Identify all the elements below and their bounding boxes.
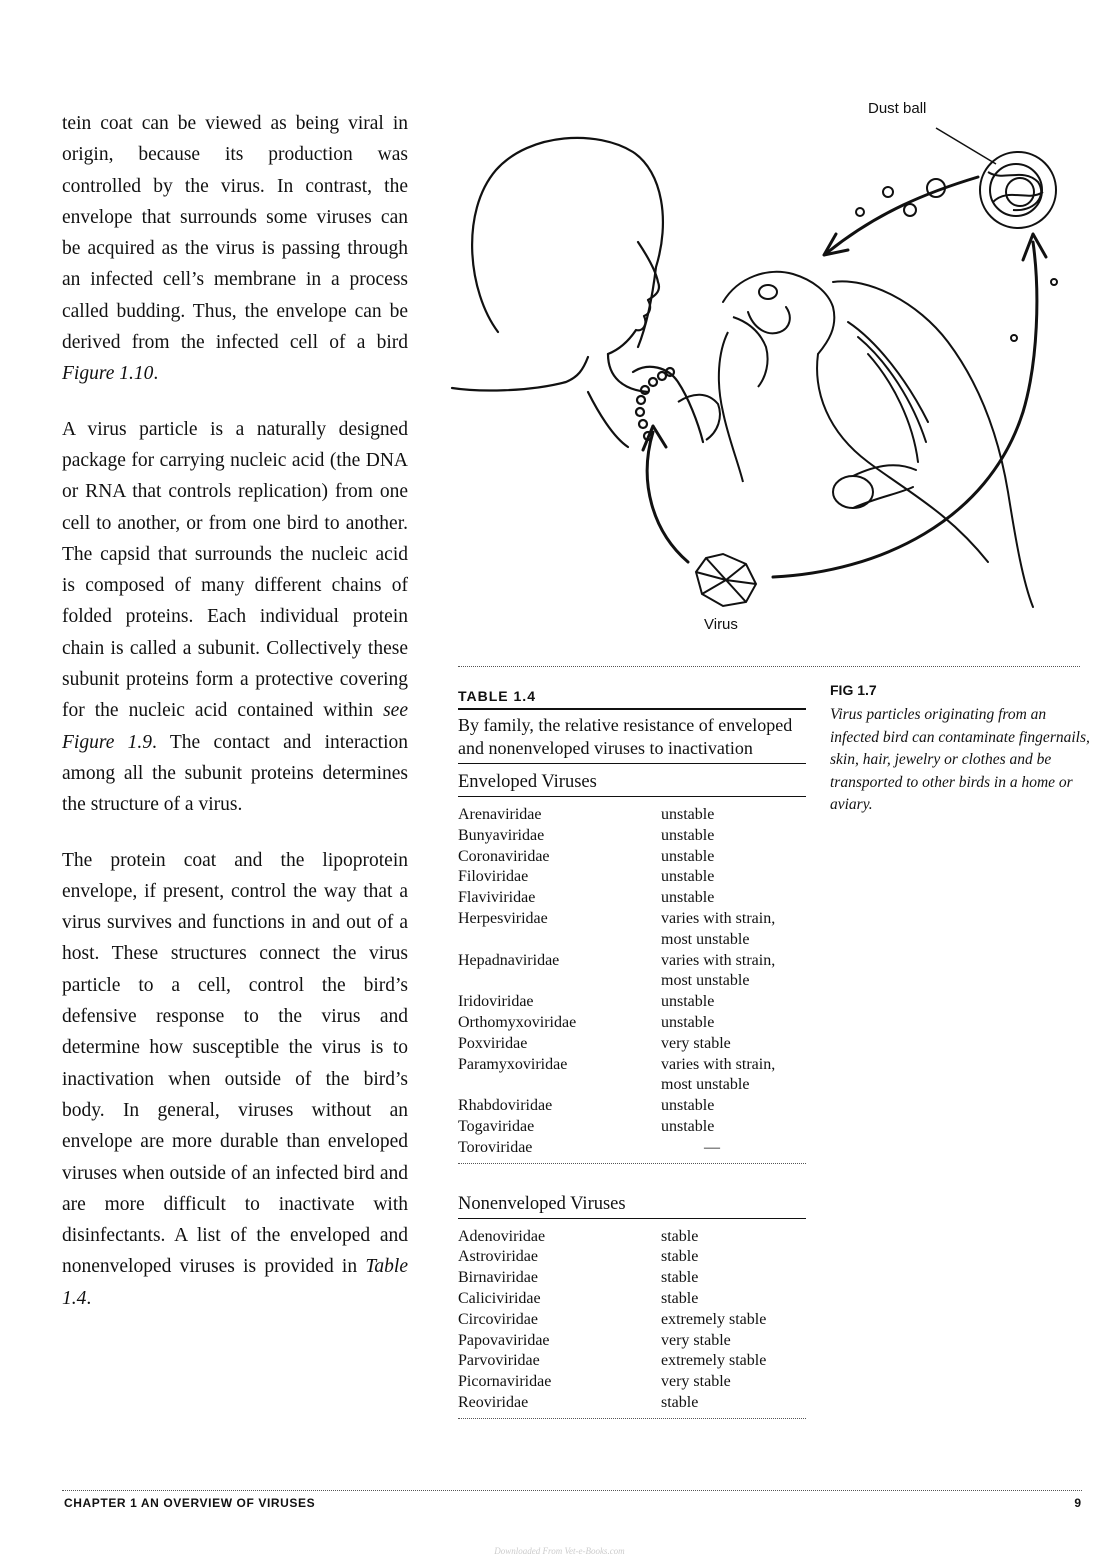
figure-divider	[458, 666, 1080, 667]
table-row	[458, 867, 806, 888]
table-row	[458, 1372, 806, 1393]
resistance-line-2: most unstable	[661, 1076, 750, 1094]
table-row	[458, 1289, 806, 1310]
hand-drawing	[678, 317, 768, 482]
family-name: Flaviviridae	[458, 889, 536, 907]
watermark: Downloaded From Vet-e-Books.com	[494, 1546, 625, 1556]
resistance-value	[661, 1268, 806, 1289]
table-row	[458, 805, 806, 826]
p3-text-a: The protein coat and the lipoprotein envelope, if present, control the way that a virus survives and functions in and out of a host. These structures connect the virus particle to a cell, control the bird’s defensive response to the virus and determine how susceptible the virus is to inactivation when outside of the bird’s body. In general, viruses without an envelope are more durable than enveloped viruses when outside of an infected bird and are more difficult to inactivate with disinfectants. A list of the enveloped and nonenveloped viruses is provided in	[62, 849, 408, 1278]
family-name: Togaviridae	[458, 1117, 535, 1135]
paragraph-3	[62, 845, 408, 1314]
resistance-line: very stable	[661, 1034, 731, 1052]
p3-text-b: .	[86, 1287, 92, 1309]
table-row	[458, 1351, 806, 1372]
paragraph-1	[62, 108, 408, 390]
resistance-line: extremely stable	[661, 1310, 767, 1328]
family-name: Hepadnaviridae	[458, 951, 560, 969]
table-row	[458, 951, 806, 993]
resistance-line: varies with strain,	[661, 1055, 776, 1073]
resistance-line-2: most unstable	[661, 930, 750, 948]
table-row	[458, 1034, 806, 1055]
family-name: Filoviridae	[458, 868, 529, 886]
page-number: 9	[1074, 1496, 1081, 1510]
nonenveloped-heading: Nonenveloped Viruses	[458, 1186, 806, 1219]
table-row	[458, 909, 806, 951]
table-row	[458, 1247, 806, 1268]
family-name: Iridoviridae	[458, 993, 534, 1011]
resistance-line: extremely stable	[661, 1352, 767, 1370]
label-leaders	[936, 128, 996, 164]
body-text	[62, 108, 408, 1338]
family-name: Parvoviridae	[458, 1352, 540, 1370]
resistance-value	[661, 1393, 806, 1414]
nonenveloped-list	[458, 1227, 806, 1414]
resistance-line: —	[704, 1138, 720, 1156]
resistance-value	[661, 1117, 806, 1138]
resistance-line: stable	[661, 1227, 699, 1245]
resistance-line: very stable	[661, 1373, 731, 1391]
table-row	[458, 992, 806, 1013]
enveloped-end-rule	[458, 1159, 806, 1164]
family-name: Birnaviridae	[458, 1269, 538, 1287]
running-footer: CHAPTER 1 AN OVERVIEW OF VIRUSES	[64, 1496, 316, 1510]
resistance-line: varies with strain,	[661, 951, 776, 969]
resistance-line: unstable	[661, 868, 715, 886]
paragraph-2	[62, 414, 408, 821]
p2-text-b: . The contact and interaction among all the subunit proteins determines the structure of a virus.	[62, 731, 408, 816]
family-name: Circoviridae	[458, 1310, 538, 1328]
dust-ball-label: Dust ball	[868, 100, 927, 117]
resistance-line: unstable	[661, 993, 715, 1011]
contamination-arrows	[643, 177, 1046, 577]
resistance-line: stable	[661, 1393, 699, 1411]
resistance-value	[661, 951, 806, 993]
figure-ref: see Figure 1.9	[62, 700, 408, 753]
family-name: Coronaviridae	[458, 847, 550, 865]
table-row	[458, 1055, 806, 1097]
table-1-4	[458, 688, 806, 1419]
resistance-value	[661, 909, 806, 951]
resistance-line: unstable	[661, 826, 715, 844]
table-row	[458, 1227, 806, 1248]
figure-illustration	[448, 92, 1088, 644]
table-row	[458, 1331, 806, 1352]
resistance-value	[661, 1331, 806, 1352]
table-row	[458, 1013, 806, 1034]
resistance-value	[661, 1055, 806, 1097]
resistance-value	[661, 992, 806, 1013]
table-row	[458, 1310, 806, 1331]
table-caption: By family, the relative resistance of enveloped and nonenveloped viruses to inactivation	[458, 710, 806, 764]
p1-text-b: .	[153, 363, 159, 385]
p1-text-a: tein coat can be viewed as being viral in origin, because its production was controlled by the virus. In contrast, the envelope that surrounds some viruses can be acquired as the virus is passing through an infected cell’s membrane in a process called budding. Thus, the envelope can be derived from the infected cell of a bird	[62, 113, 408, 354]
family-name: Papovaviridae	[458, 1331, 550, 1349]
resistance-value	[661, 888, 806, 909]
resistance-value	[661, 1013, 806, 1034]
resistance-line: unstable	[661, 847, 715, 865]
family-name: Orthomyxoviridae	[458, 1013, 577, 1031]
resistance-line: stable	[661, 1269, 699, 1287]
resistance-line: unstable	[661, 1117, 715, 1135]
resistance-value	[661, 1227, 806, 1248]
enveloped-heading: Enveloped Viruses	[458, 764, 806, 797]
family-name: Poxviridae	[458, 1034, 528, 1052]
resistance-value	[661, 1372, 806, 1393]
resistance-line: stable	[661, 1289, 699, 1307]
resistance-value	[661, 847, 806, 868]
table-ref: Table 1.4	[62, 1256, 408, 1309]
resistance-value	[661, 867, 806, 888]
resistance-value	[661, 1289, 806, 1310]
resistance-line: very stable	[661, 1331, 731, 1349]
family-name: Herpesviridae	[458, 909, 548, 927]
family-name: Adenoviridae	[458, 1227, 546, 1245]
resistance-value	[661, 1138, 806, 1159]
family-name: Caliciviridae	[458, 1289, 541, 1307]
caption-label: FIG 1.7	[830, 682, 877, 698]
resistance-value	[661, 1034, 806, 1055]
family-name: Reoviridae	[458, 1393, 529, 1411]
person-drawing	[452, 138, 703, 447]
p2-text-a: A virus particle is a naturally designed package for carrying nucleic acid (the DNA or RNA that controls replication) from one cell to another, or from one bird to another. The capsid that surrounds the nucleic acid is composed of many different chains of folded proteins. Each individual protein chain is called a subunit. Collectively these subunit proteins form a protective covering for the nucleic acid contained within	[62, 418, 408, 722]
resistance-value	[661, 1247, 806, 1268]
family-name: Bunyaviridae	[458, 826, 545, 844]
nonenveloped-end-rule	[458, 1414, 806, 1419]
resistance-value	[661, 805, 806, 826]
table-row	[458, 826, 806, 847]
resistance-line: unstable	[661, 806, 715, 823]
table-row	[458, 1138, 806, 1159]
resistance-line: unstable	[661, 889, 715, 907]
table-row	[458, 1393, 806, 1414]
virus-particle-icon	[696, 554, 756, 606]
family-name: Rhabdoviridae	[458, 1097, 553, 1115]
illustration-svg	[448, 92, 1088, 644]
resistance-value	[661, 1351, 806, 1372]
resistance-value	[661, 826, 806, 847]
family-name: Astroviridae	[458, 1248, 538, 1266]
family-name: Picornaviridae	[458, 1373, 552, 1391]
table-row	[458, 1117, 806, 1138]
family-name: Paramyxoviridae	[458, 1055, 568, 1073]
family-name: Toroviridae	[458, 1138, 533, 1156]
resistance-value	[661, 1096, 806, 1117]
resistance-line: varies with strain,	[661, 909, 776, 927]
table-row	[458, 847, 806, 868]
resistance-value	[661, 1310, 806, 1331]
footer-rule	[62, 1490, 1082, 1491]
figure-caption	[830, 682, 1090, 817]
figure-ref: Figure 1.10	[62, 363, 154, 385]
resistance-line: unstable	[661, 1097, 715, 1115]
resistance-line: unstable	[661, 1013, 715, 1031]
family-name: Arenaviridae	[458, 806, 542, 823]
table-row	[458, 1268, 806, 1289]
caption-text: Virus particles originating from an infected bird can contaminate fingernails, skin, hair, jewelry or clothes and be transported to other birds in a home or aviary.	[830, 706, 1090, 813]
table-row	[458, 1096, 806, 1117]
resistance-line-2: most unstable	[661, 972, 750, 990]
enveloped-list	[458, 805, 806, 1159]
virus-label: Virus	[704, 616, 738, 633]
resistance-line: stable	[661, 1248, 699, 1266]
table-label: TABLE 1.4	[458, 688, 806, 710]
table-row	[458, 888, 806, 909]
